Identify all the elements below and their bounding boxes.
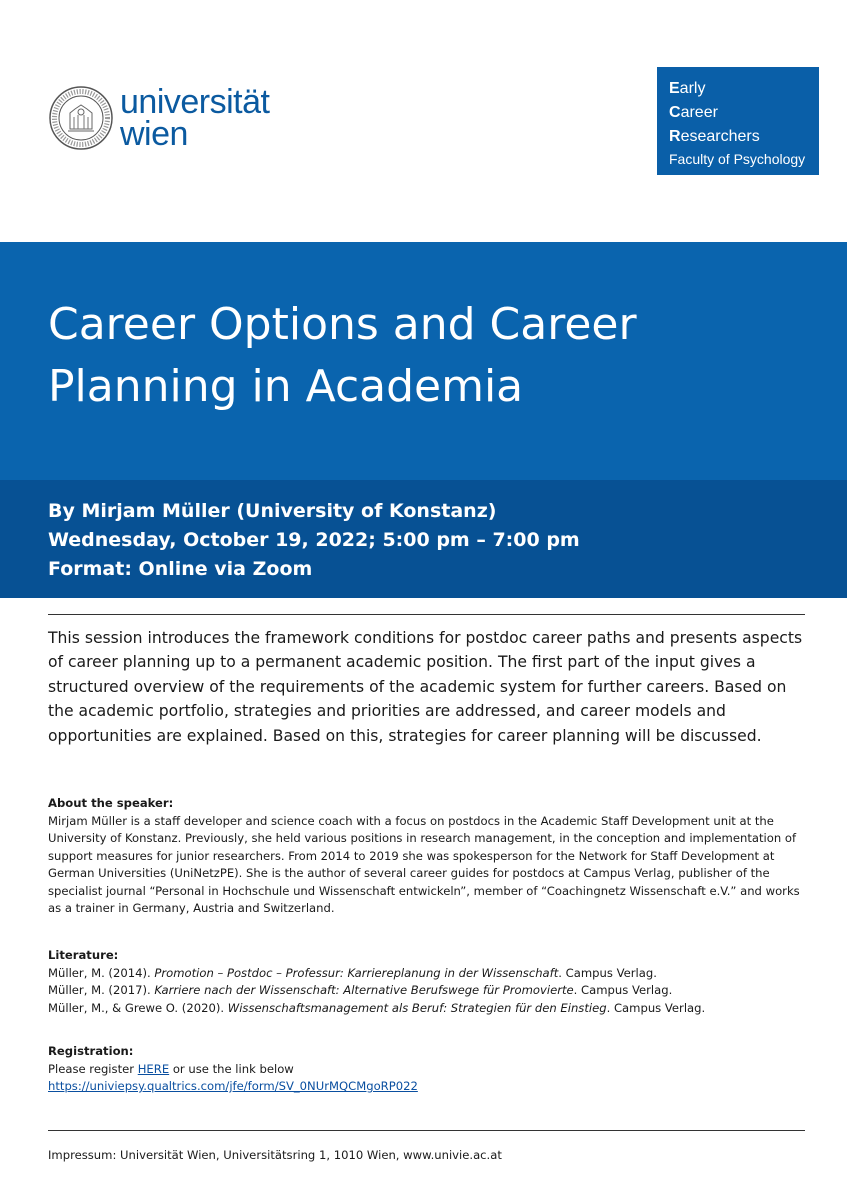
divider-bottom — [48, 1130, 805, 1131]
ecr-line-researchers: Researchers — [669, 128, 760, 145]
impressum-footer: Impressum: Universität Wien, Universitätsring 1, 1010 Wien, www.univie.ac.at — [48, 1148, 502, 1162]
registration-text: Please register HERE or use the link below — [48, 1061, 294, 1076]
ecr-line-career: Career — [669, 104, 718, 121]
title-banner — [0, 242, 847, 480]
literature-heading: Literature: — [48, 948, 119, 962]
page-title — [48, 294, 808, 418]
event-format: Format: Online via Zoom — [48, 558, 313, 580]
about-speaker-section — [48, 795, 813, 918]
event-datetime: Wednesday, October 19, 2022; 5:00 pm – 7:00 pm — [48, 529, 580, 551]
session-description: This session introduces the framework conditions for postdoc career paths and presents aspects of career planning up to a permanent academic position. The first part of the input gives a structured overview of the requirements of the academic system for further careers. Based on the academic portfolio, strategies and priorities are addressed, and career models and opportunities are explained. Based on this, strategies for career planning will be discussed. — [48, 629, 803, 745]
title-line-2: Planning in Academia — [48, 361, 524, 412]
registration-url-link[interactable]: https://univiepsy.qualtrics.com/jfe/form/SV_0NUrMQCMgoRP022 — [48, 1079, 418, 1093]
register-here-link[interactable]: HERE — [137, 1061, 170, 1076]
university-seal-icon — [48, 85, 114, 151]
literature-item: Müller, M., & Grewe O. (2020). Wissenschaftsmanagement als Beruf: Strategien für den Einstieg. Campus Verlag. — [48, 1000, 706, 1015]
logo-line-2: wien — [120, 115, 188, 153]
title-line-1: Career Options and Career — [48, 299, 637, 350]
registration-heading: Registration: — [48, 1044, 134, 1058]
event-info-banner — [0, 480, 847, 598]
registration-section — [48, 1043, 813, 1096]
university-logo — [48, 82, 270, 153]
logo-line-1: universität — [120, 82, 270, 121]
about-speaker-body: Mirjam Müller is a staff developer and science coach with a focus on postdocs in the Academic Staff Development unit at the University of Konstanz. Previously, she held various positions in research management, in the conception and implementation of support measures for junior researchers. From 2014 to 2019 she was spokesperson for the Network for Staff Development at German Universities (UniNetzPE). She is the author of several career guides for postdocs at Campus Verlag, publisher of the specialist journal “Personal in Hochschule und Wissenschaft entwickeln”, member of “Coachingnetz Wissenschaft e.V.” and works as a trainer in Germany, Austria and Switzerland. — [48, 813, 800, 915]
ecr-faculty: Faculty of Psychology — [669, 151, 806, 167]
event-info — [48, 497, 580, 584]
literature-section — [48, 947, 813, 1017]
about-speaker-heading: About the speaker: — [48, 796, 174, 810]
literature-item: Müller, M. (2017). Karriere nach der Wissenschaft: Alternative Berufswege für Promovierte. Campus Verlag. — [48, 983, 673, 997]
event-speaker: By Mirjam Müller (University of Konstanz) — [48, 500, 497, 522]
ecr-badge — [657, 67, 819, 175]
ecr-line-early: Early — [669, 80, 706, 97]
literature-item: Müller, M. (2014). Promotion – Postdoc – Professur: Karriereplanung in der Wissenschaft. Campus Verlag. — [48, 965, 657, 980]
logo-wordmark — [120, 82, 270, 153]
divider-top — [48, 614, 805, 615]
